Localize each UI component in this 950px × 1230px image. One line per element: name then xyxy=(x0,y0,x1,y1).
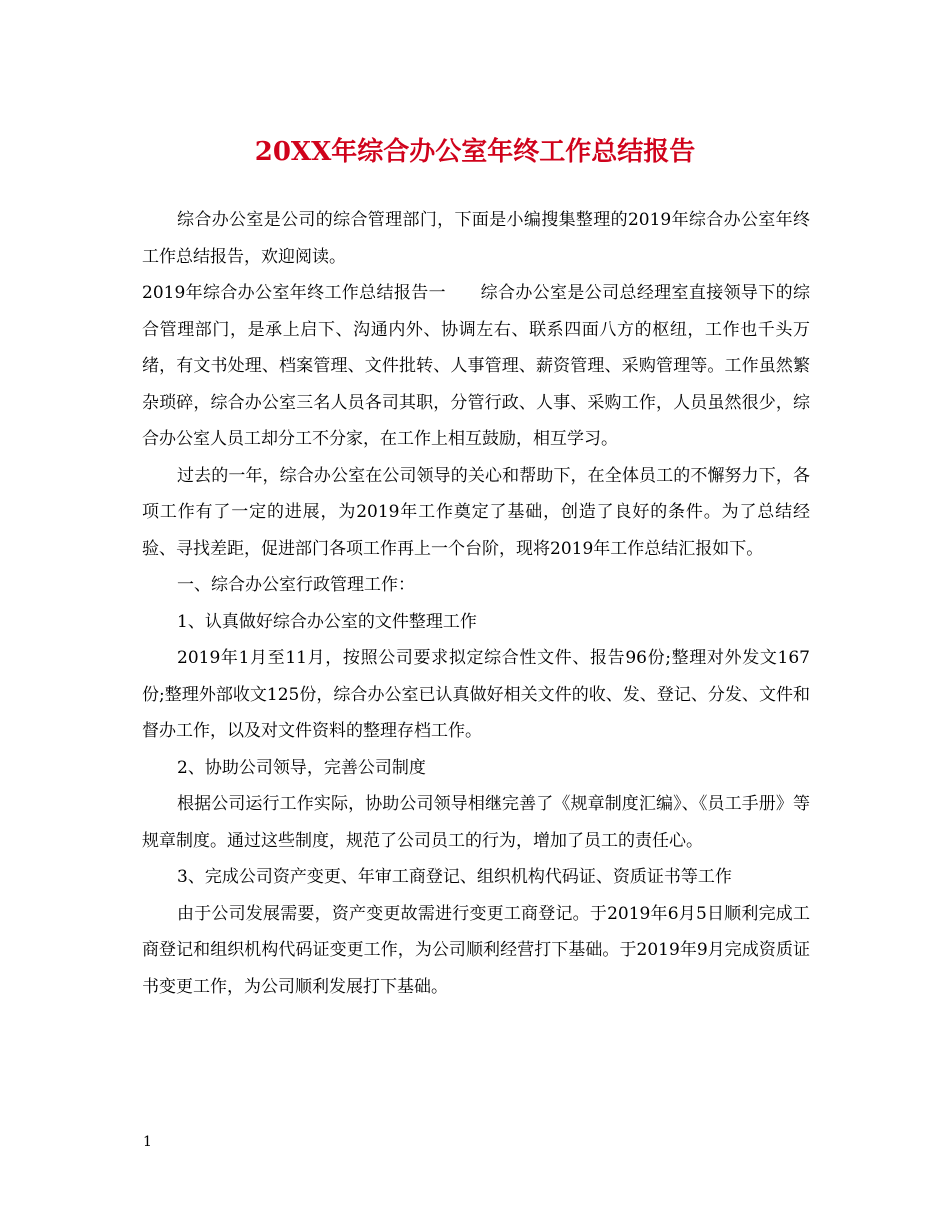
paragraph-item-2: 根据公司运行工作实际，协助公司领导相继完善了《规章制度汇编》、《员工手册》等规章制度。通过这些制度，规范了公司员工的行为，增加了员工的责任心。 xyxy=(142,794,810,851)
heading-item-3: 3、完成公司资产变更、年审工商登记、组织机构代码证、资质证书等工作 xyxy=(177,867,732,887)
heading-item-1: 1、认真做好综合办公室的文件整理工作 xyxy=(177,611,477,632)
document-title: 20XX年综合办公室年终工作总结报告 xyxy=(254,137,696,167)
heading-section-one: 一、综合办公室行政管理工作： xyxy=(177,575,415,595)
document-body xyxy=(142,202,810,1005)
paragraph-intro: 综合办公室是公司的综合管理部门，下面是小编搜集整理的2019年综合办公室年终工作总结报告，欢迎阅读。 xyxy=(142,210,810,267)
heading-item-2: 2、协助公司领导，完善公司制度 xyxy=(177,757,426,778)
paragraph-past-year: 过去的一年，综合办公室在公司领导的关心和帮助下，在全体员工的不懈努力下，各项工作有了一定的进展，为2019年工作奠定了基础，创造了良好的条件。为了总结经验、寻找差距，促进部门各项工作再上一个台阶，现将2019年工作总结汇报如下。 xyxy=(142,465,810,559)
page-number: 1 xyxy=(143,1134,152,1150)
paragraph-item-1: 2019年1月至11月，按照公司要求拟定综合性文件、报告96份;整理对外发文167份;整理外部收文125份，综合办公室已认真做好相关文件的收、发、登记、分发、文件和督办工作，以及对文件资料的整理存档工作。 xyxy=(142,648,810,741)
paragraph-report-one: 2019年综合办公室年终工作总结报告一 综合办公室是公司总经理室直接领导下的综合管理部门，是承上启下、沟通内外、协调左右、联系四面八方的枢纽，工作也千头万绪，有文书处理、档案管理、文件批转、人事管理、薪资管理、采购管理等。工作虽然繁杂琐碎，综合办公室三名人员各司其职，分管行政、人事、采购工作，人员虽然很少，综合办公室人员工却分工不分家，在工作上相互鼓励，相互学习。 xyxy=(142,283,810,449)
paragraph-item-3: 由于公司发展需要，资产变更故需进行变更工商登记。于2019年6月5日顺利完成工商登记和组织机构代码证变更工作，为公司顺利经营打下基础。于2019年9月完成资质证书变更工作，为公司顺利发展打下基础。 xyxy=(142,903,810,997)
